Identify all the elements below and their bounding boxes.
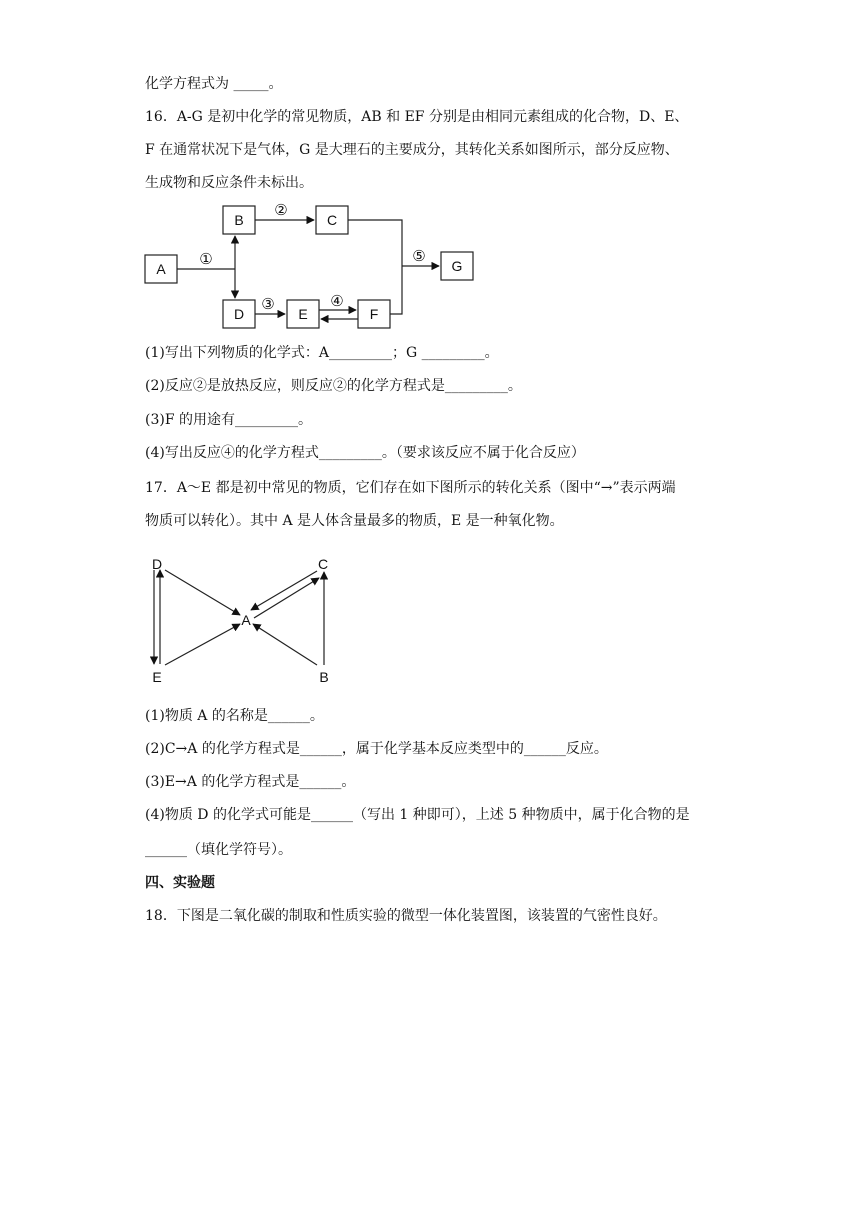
label-g: G (451, 258, 463, 274)
node-c: C (317, 556, 329, 572)
q16-part1: (1)写出下列物质的化学式：A_________；G _________。 (145, 345, 499, 361)
arrow-d-a (165, 570, 240, 615)
q16-part3: (3)F 的用途有_________。 (145, 412, 312, 428)
q16-part4: (4)写出反应④的化学方程式_________。（要求该反应不属于化合反应） (145, 445, 585, 461)
label-b: B (234, 212, 244, 228)
arrow-a-c (254, 578, 319, 618)
line-c-merge (348, 220, 402, 266)
reaction-3: ③ (261, 296, 275, 313)
answer-line-prev: 化学方程式为 _____。 (145, 76, 283, 92)
q17-part4-line2: ______（填化学符号）。 (145, 842, 292, 858)
q17-stem-line1: 17．A～E 都是初中常见的物质，它们存在如下图所示的转化关系（图中“→”表示两端 (145, 480, 676, 496)
q16-part2: (2)反应②是放热反应，则反应②的化学方程式是_________。 (145, 378, 522, 394)
q17-part2: (2)C→A 的化学方程式是______，属于化学基本反应类型中的______反应。 (145, 741, 608, 757)
node-a: A (241, 612, 251, 628)
arrow-c-a (251, 571, 317, 610)
label-d: D (233, 306, 245, 322)
label-c: C (326, 212, 338, 228)
reaction-5: ⑤ (412, 248, 426, 265)
q16-conversion-diagram (140, 198, 500, 338)
q16-stem-line2: F 在通常状况下是气体，G 是大理石的主要成分，其转化关系如图所示，部分反应物、 (145, 142, 679, 158)
reaction-1: ① (199, 251, 213, 268)
q17-part1: (1)物质 A 的名称是______。 (145, 708, 324, 724)
reaction-4: ④ (330, 293, 344, 310)
node-e: E (152, 669, 162, 685)
q17-stem-line2: 物质可以转化）。其中 A 是人体含量最多的物质，E 是一种氧化物。 (145, 513, 564, 529)
section-heading-experiment: 四、实验题 (145, 875, 215, 891)
arrow-e-a (165, 624, 240, 665)
q17-part4-line1: (4)物质 D 的化学式可能是______（写出 1 种即可），上述 5 种物质中，属于化合物的是 (145, 807, 690, 823)
label-e: E (298, 306, 308, 322)
line-f-merge (390, 266, 402, 314)
node-b: B (319, 669, 329, 685)
label-a: A (156, 261, 166, 277)
q18-stem-line1: 18．下图是二氧化碳的制取和性质实验的微型一体化装置图，该装置的气密性良好。 (145, 908, 667, 924)
arrow-b-a (253, 624, 317, 665)
node-d: D (151, 556, 163, 572)
q16-stem-line3: 生成物和反应条件未标出。 (145, 175, 313, 191)
q17-conversion-diagram (143, 552, 343, 687)
label-f: F (369, 306, 379, 322)
q16-stem-line1: 16．A-G 是初中化学的常见物质，AB 和 EF 分别是由相同元素组成的化合物，D、E、 (145, 109, 689, 125)
q17-part3: (3)E→A 的化学方程式是______。 (145, 774, 356, 790)
reaction-2: ② (274, 202, 288, 219)
